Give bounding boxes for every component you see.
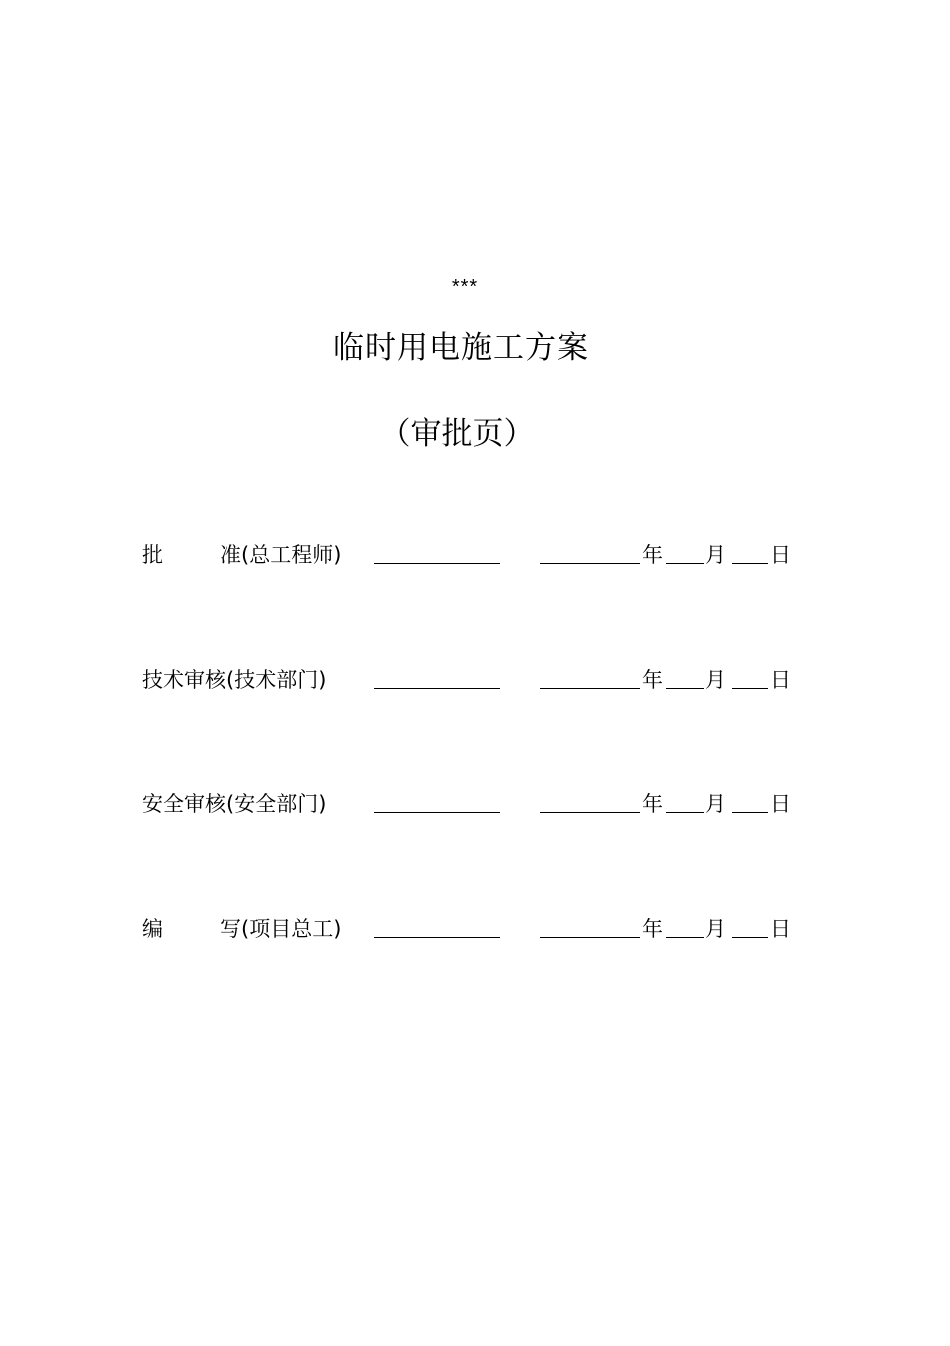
year-label: 年 (642, 543, 663, 567)
day-label: 日 (770, 543, 791, 567)
year-label: 年 (642, 792, 663, 816)
month-label: 月 (705, 668, 726, 692)
year-line[interactable] (540, 812, 640, 813)
year-label: 年 (642, 668, 663, 692)
role-label-tech-review: 技术审核(技术部门) (142, 668, 327, 692)
month-line[interactable] (666, 812, 704, 813)
signature-line[interactable] (374, 563, 500, 564)
year-line[interactable] (540, 688, 640, 689)
signature-row-approve (142, 539, 802, 569)
month-label: 月 (705, 917, 726, 941)
signature-line[interactable] (374, 937, 500, 938)
month-line[interactable] (666, 937, 704, 938)
signature-line[interactable] (374, 688, 500, 689)
day-line[interactable] (732, 563, 768, 564)
role-label-approve-2: 准(总工程师) (220, 543, 342, 567)
role-label-safety-review: 安全审核(安全部门) (142, 792, 327, 816)
signature-row-tech-review (142, 664, 802, 694)
month-label: 月 (705, 543, 726, 567)
day-line[interactable] (732, 688, 768, 689)
year-line[interactable] (540, 563, 640, 564)
month-line[interactable] (666, 688, 704, 689)
year-line[interactable] (540, 937, 640, 938)
year-label: 年 (642, 917, 663, 941)
signature-line[interactable] (374, 812, 500, 813)
document-title: 临时用电施工方案 (333, 330, 589, 366)
company-placeholder: *** (451, 276, 479, 298)
document-subtitle: （审批页） (379, 416, 535, 452)
role-label-compile-1: 编 (142, 917, 163, 941)
month-label: 月 (705, 792, 726, 816)
day-label: 日 (770, 668, 791, 692)
day-line[interactable] (732, 812, 768, 813)
signature-row-compile (142, 913, 802, 943)
role-label-compile-2: 写(项目总工) (220, 917, 342, 941)
day-label: 日 (770, 917, 791, 941)
role-label-approve-1: 批 (142, 543, 163, 567)
day-label: 日 (770, 792, 791, 816)
month-line[interactable] (666, 563, 704, 564)
signature-row-safety-review (142, 788, 802, 818)
day-line[interactable] (732, 937, 768, 938)
